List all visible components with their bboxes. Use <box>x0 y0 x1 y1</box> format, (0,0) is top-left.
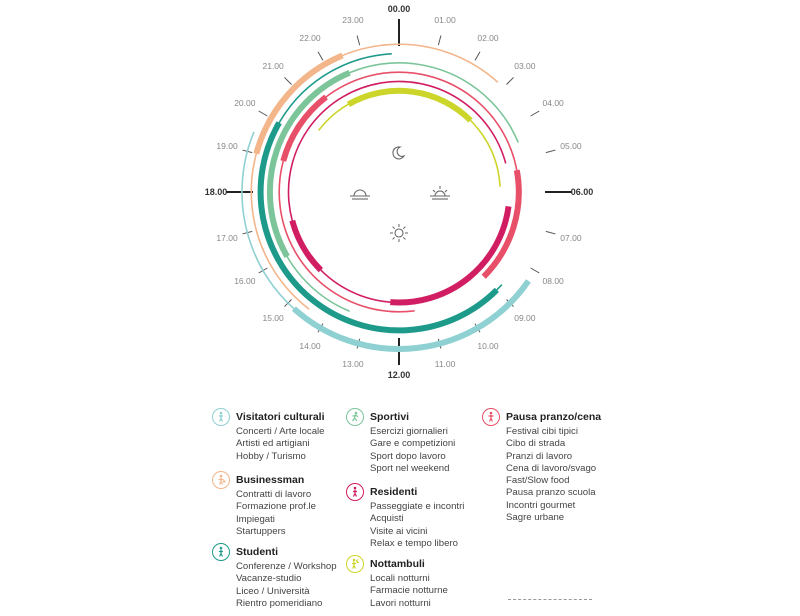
legend-item: Incontri gourmet <box>506 499 576 511</box>
hour-label: 17.00 <box>216 233 238 244</box>
legend-item: Artisti ed artigiani <box>236 438 310 450</box>
legend-item: Relax e tempo libero <box>370 537 458 549</box>
hour-label: 21.00 <box>262 61 284 72</box>
legend-item: Pranzi di lavoro <box>506 450 573 462</box>
legend-item: Sagre urbane <box>506 512 565 524</box>
hour-label: 13.00 <box>342 358 364 369</box>
hour-label: 07.00 <box>560 233 582 244</box>
legend-item: Sport dopo lavoro <box>370 450 446 462</box>
legend-item: Rientro pomeridiano <box>236 597 323 609</box>
legend-item: Formazione prof.le <box>236 501 316 513</box>
legend-item: Startuppers <box>236 525 286 537</box>
briefcase-person-icon <box>212 471 230 489</box>
legend-item: Fast/Slow food <box>506 475 570 487</box>
hour-label: 06.00 <box>570 187 594 197</box>
legend-item: Acquisti <box>370 513 404 525</box>
dining-person-icon <box>482 408 500 426</box>
hour-label: 18.00 <box>204 187 228 197</box>
legend-item: Liceo / Università <box>236 585 310 597</box>
legend-item: Gare e competizioni <box>370 438 456 450</box>
legend-item: Contratti di lavoro <box>236 489 312 500</box>
hour-label: 19.00 <box>216 140 238 151</box>
legend-item: Conferenze / Workshop <box>236 561 337 572</box>
legend-group-residenti <box>346 484 486 550</box>
hour-label: 09.00 <box>514 312 536 323</box>
hour-label: 20.00 <box>234 98 256 108</box>
hour-label: 14.00 <box>299 341 321 352</box>
night-person-icon <box>346 555 364 573</box>
legend-item: Farmacie notturne <box>370 585 448 597</box>
legend-title: Studenti <box>236 546 278 558</box>
hour-label: 10.00 <box>477 341 499 352</box>
hour-label: 03.00 <box>514 61 536 72</box>
hour-label: 00.00 <box>387 4 411 14</box>
hour-label: 08.00 <box>542 276 564 286</box>
dashed-divider <box>508 599 592 600</box>
legend-item: Impiegati <box>236 513 275 525</box>
hour-label: 11.00 <box>434 358 456 369</box>
walking-person-icon <box>212 408 230 426</box>
legend-item: Locali notturni <box>370 573 430 584</box>
legend-item: Festival cibi tipici <box>506 426 578 437</box>
resident-person-icon <box>346 483 364 501</box>
legend-title: Sportivi <box>370 411 410 423</box>
legend-title: Visitatori culturali <box>236 411 325 423</box>
hour-label: 15.00 <box>262 312 284 323</box>
hour-label: 23.00 <box>342 15 364 26</box>
legend-item: Cibo di strada <box>506 438 566 450</box>
legend-item: Pausa pranzo scuola <box>506 487 596 499</box>
hour-label: 04.00 <box>542 98 564 108</box>
legend-item: Sport nel weekend <box>370 462 450 474</box>
legend-item: Visite ai vicini <box>370 525 428 537</box>
legend-item: Cena di lavoro/svago <box>506 462 597 474</box>
legend-group-visitatori <box>212 409 352 463</box>
runner-icon <box>346 408 364 426</box>
legend-title: Residenti <box>370 486 418 498</box>
legend-group-businessman <box>212 472 352 538</box>
legend-group-pausa <box>482 409 622 524</box>
legend-item: Passeggiate e incontri <box>370 501 465 512</box>
legend-item: Hobby / Turismo <box>236 450 306 462</box>
hour-label: 05.00 <box>560 140 582 151</box>
legend-item: Lavori notturni <box>370 597 431 609</box>
hour-label: 02.00 <box>477 32 499 43</box>
legend-item: Vacanze-studio <box>236 573 302 585</box>
legend-group-sportivi <box>346 409 486 475</box>
hour-label: 12.00 <box>387 370 411 380</box>
student-person-icon <box>212 543 230 561</box>
legend-group-studenti <box>212 544 352 610</box>
legend-title: Businessman <box>236 474 305 486</box>
hour-label: 22.00 <box>299 32 321 43</box>
legend-title: Nottambuli <box>370 558 425 570</box>
hour-label: 16.00 <box>234 276 256 286</box>
legend-item: Esercizi giornalieri <box>370 426 448 437</box>
hour-label: 01.00 <box>434 15 456 26</box>
legend-title: Pausa pranzo/cena <box>506 411 602 423</box>
legend-group-nottambuli <box>346 556 486 610</box>
legend-item: Concerti / Arte locale <box>236 426 325 437</box>
